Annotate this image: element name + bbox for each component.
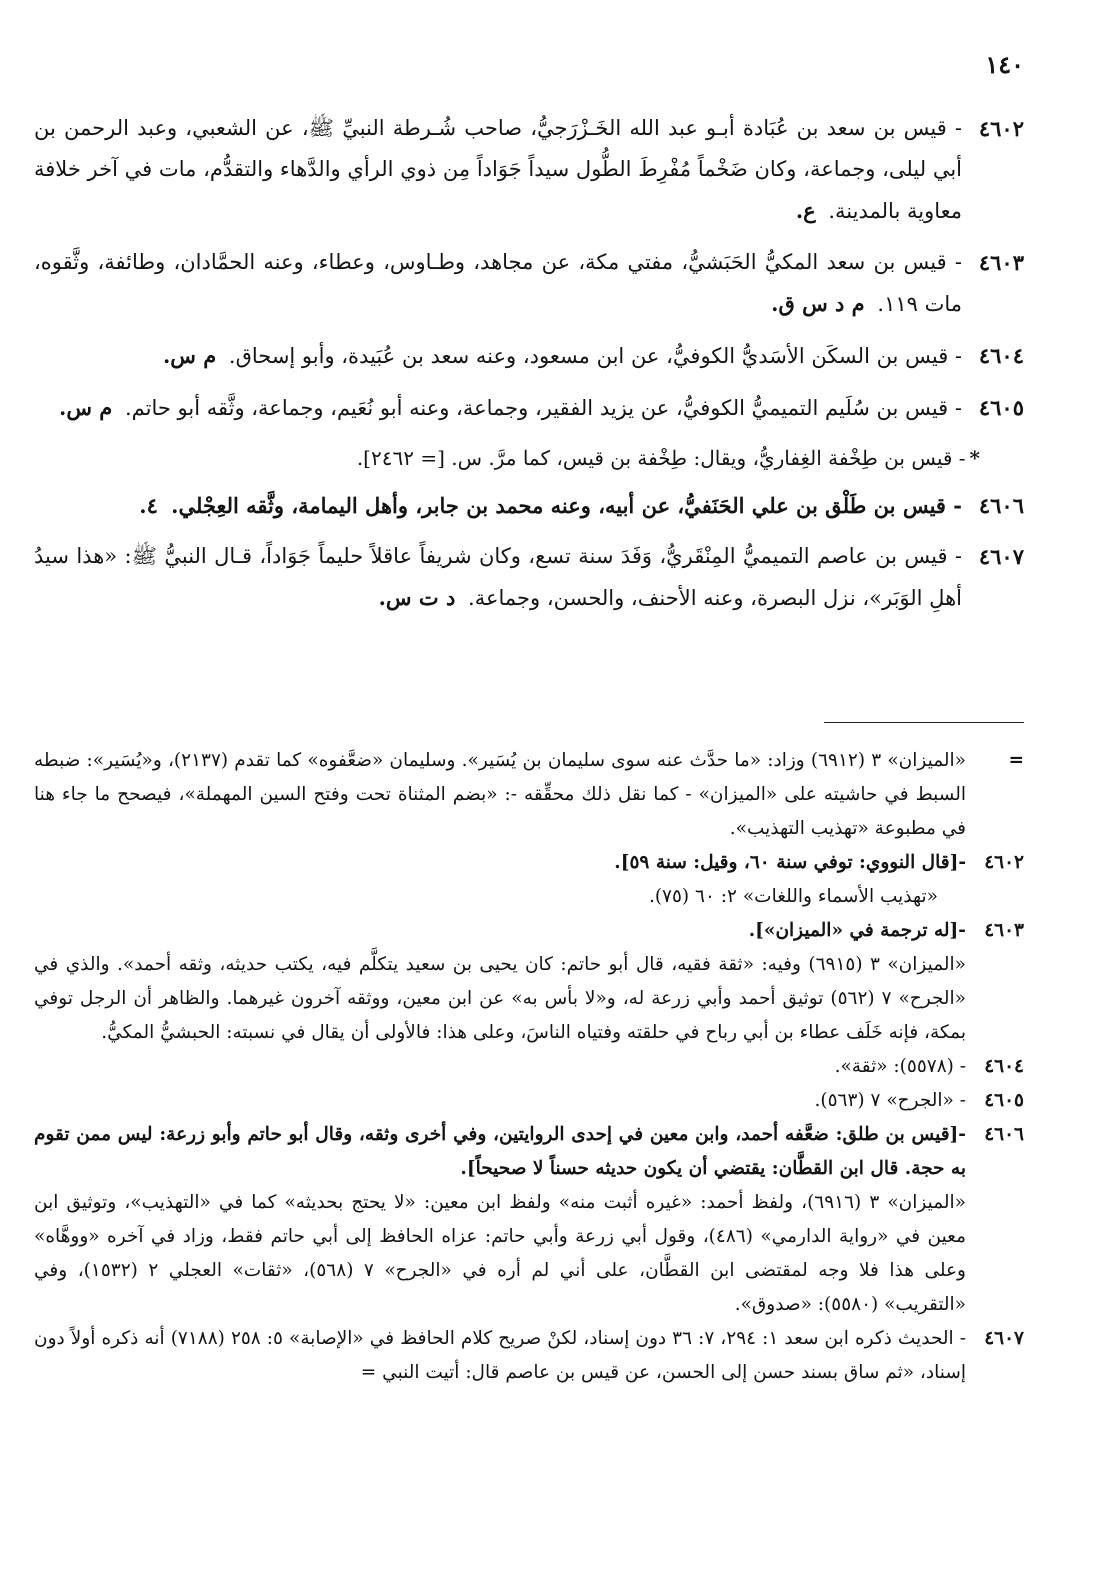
note-text-body: - الحديث ذكره ابن سعد ١: ٢٩٤، ٧: ٣٦ دون إسناد، لكنْ صريح كلام الحافظ في «الإصابة» ٥: ٢٥٨ (٧١٨٨) أنه ذكره أولاً دون إسناد، «ثم ساق بسند حسن إلى الحسن، عن قيس بن عاصم قال: أتيت النبي bbox=[34, 1328, 966, 1383]
entry-4607 bbox=[34, 536, 1024, 619]
biography-entries bbox=[34, 108, 1024, 629]
entry-sigla: ٤. bbox=[139, 493, 158, 518]
entry-4605 bbox=[34, 387, 1024, 429]
entry-text: - قيس بن السكَن الأسَديُّ الكوفيُّ، عن ابن مسعود، وعنه سعد بن عُبَيدة، وأبو إسحاق. bbox=[228, 344, 962, 368]
entry-text: - قيس بن عاصم التميميُّ المِنْقَريُّ، وَفَدَ سنة تسع، وكان شريفاً عاقلاً حليماً جَوَاداً، قـال النبيُّ ﷺ: «هذا سيدُ أهلِ الوَبَر»، نزل البصرة، وعنه الأحنف، والحسن، وجماعة. bbox=[34, 544, 962, 610]
entry-sigla: م س. bbox=[162, 343, 217, 368]
note-text: «الميزان» ٣ (٦٩١٦)، ولفظ أحمد: «غيره أثبت منه» ولفظ ابن معين: «لا يحتج بحديثه» كما في «التهذيب»، وتوثيق ابن معين في «رواية الدارمي» (٤٨٦)، وقول أبي زرعة وأبي حاتم: عزاه الحافظ إلى أبي حاتم فقط، وزاد في آخره «ووهَّاه» وعلى هذا فلا وجه لمقتضى ابن القطَّان، على أني لم أره في «الجرح» ٧ (٥٦٨)، «ثقات» العجلي ٢ (١٥٣٢)، وفي «التقريب» (٥٥٨٠): «صدوق». bbox=[34, 1192, 967, 1315]
note-4607 bbox=[34, 1322, 1024, 1390]
entry-sigla: م د س ق. bbox=[771, 291, 865, 316]
continued-note bbox=[34, 744, 1024, 846]
note-text: «تهذيب الأسماء واللغات» ٢: ٦٠ (٧٥). bbox=[648, 886, 938, 907]
continues-mark: = bbox=[360, 1362, 377, 1383]
note-number: ٤٦٠٢ bbox=[984, 852, 1024, 873]
cross-reference-text: - قيس بن طِخْفة الغِفاريُّ، ويقال: طِخْفة بن قيس، كما مرَّ. س. [= ٢٤٦٢]. bbox=[356, 446, 966, 470]
cross-reference-star: * bbox=[969, 446, 980, 470]
note-4604 bbox=[34, 1050, 1024, 1084]
note-text: «الميزان» ٣ (٦٩١٥) وفيه: «ثقة فقيه، قال أبو حاتم: كان يحيى بن سعيد يتكلَّم فيه، يكتب حديثه، وثقه أحمد». والذي في «الجرح» ٧ (٥٦٢) توثيق أحمد وأبي زرعة له، و«لا بأس به» عن ابن معين، ووثقه آخرون غيرهما. والظاهر أن الرجل توفي بمكة، فإنه خَلَف عطاء بن أبي رباح في حلقته وفتياه الناسَ، وعلى هذا: فالأولى أن يقال في نسبته: الحبشيُّ المكيُّ. bbox=[34, 954, 966, 1043]
cross-reference bbox=[34, 439, 980, 477]
note-text: - (٥٥٧٨): «ثقة». bbox=[834, 1056, 966, 1077]
note-number: ٤٦٠٦ bbox=[984, 1124, 1024, 1145]
entry-text: - قيس بن طَلْق بن علي الحَنَفيُّ، عن أبيه، وعنه محمد بن جابر، وأهل اليمامة، وثَّقه العِجْلي. bbox=[171, 493, 962, 518]
entry-number: ٤٦٠٤ bbox=[978, 343, 1024, 368]
note-heading: -[قال النووي: توفي سنة ٦٠، وقيل: سنة ٥٩]. bbox=[614, 852, 966, 873]
entry-text: - قيس بن سُلَيم التميميُّ الكوفيُّ، عن يزيد الفقير، وجماعة، وعنه أبو نُعَيم، وجماعة، وثَّقه أبو حاتم. bbox=[124, 396, 962, 420]
note-heading: -[قيس بن طلق: ضعَّفه أحمد، وابن معين في إحدى الروايتين، وفي أخرى وثقه، وقال أبو حاتم وأبو زرعة: ليس ممن تقوم به حجة. قال ابن القطَّان: يقتضي أن يكون حديثه حسناً لا صحيحاً]. bbox=[34, 1124, 966, 1179]
note-4602 bbox=[34, 846, 1024, 914]
entry-number: ٤٦٠٦ bbox=[978, 493, 1024, 518]
continuation-mark: = bbox=[1008, 750, 1024, 771]
entry-sigla: ع. bbox=[795, 198, 816, 223]
entry-text: - قيس بن سعد بن عُبَادة أبـو عبد الله الخَـزْرَجيُّ، صاحب شُـرطة النبيِّ ﷺ، عن الشعبي، وعبد الرحمن بن أبي ليلى، وجماعة، وكان ضَخْماً مُفْرِطَ الطُّول سيداً جَوَاداً مِن ذوي الرأي والدَّهاء والتقدُّم، مات في آخر خلافة معاوية بالمدينة. bbox=[34, 116, 962, 223]
page-number: ١٤٠ bbox=[985, 50, 1024, 79]
entry-text: - قيس بن سعد المكيُّ الحَبَشيُّ، مفتي مكة، عن مجاهد، وطـاوس، وعطاء، وعنه الحمَّادان، وطائفة، وثَّقوه، مات ١١٩. bbox=[34, 250, 962, 316]
entry-4602 bbox=[34, 108, 1024, 232]
note-4606 bbox=[34, 1118, 1024, 1322]
footnotes bbox=[34, 744, 1024, 1390]
note-text bbox=[34, 1322, 966, 1390]
note-heading: -[له ترجمة في «الميزان»]. bbox=[748, 920, 966, 941]
entry-number: ٤٦٠٧ bbox=[978, 544, 1024, 569]
entry-number: ٤٦٠٢ bbox=[978, 116, 1024, 141]
note-number: ٤٦٠٤ bbox=[984, 1056, 1024, 1077]
entry-sigla: م س. bbox=[59, 395, 113, 420]
note-4603 bbox=[34, 914, 1024, 1050]
note-4605 bbox=[34, 1084, 1024, 1118]
entry-4604 bbox=[34, 335, 1024, 377]
entry-4603 bbox=[34, 242, 1024, 325]
footnote-divider bbox=[824, 722, 1024, 723]
note-text: - «الجرح» ٧ (٥٦٣). bbox=[814, 1090, 966, 1111]
note-number: ٤٦٠٥ bbox=[984, 1090, 1024, 1111]
note-number: ٤٦٠٧ bbox=[984, 1328, 1024, 1349]
note-number: ٤٦٠٣ bbox=[984, 920, 1024, 941]
entry-number: ٤٦٠٣ bbox=[978, 250, 1024, 275]
entry-sigla: د ت س. bbox=[378, 585, 456, 610]
entry-number: ٤٦٠٥ bbox=[978, 395, 1024, 420]
note-text: «الميزان» ٣ (٦٩١٢) وزاد: «ما حدَّث عنه سوى سليمان بن يُسَير». وسليمان «ضعَّفوه» كما تقدم (٢١٣٧)، و«يُسَير»: ضبطه السبط في حاشيته على «الميزان» - كما نقل ذلك محقِّقه -: «بضم المثناة تحت وفتح السين المهملة»، فيصحح ما جاء هنا في مطبوعة «تهذيب التهذيب». bbox=[34, 750, 966, 839]
entry-4606 bbox=[34, 485, 1024, 526]
